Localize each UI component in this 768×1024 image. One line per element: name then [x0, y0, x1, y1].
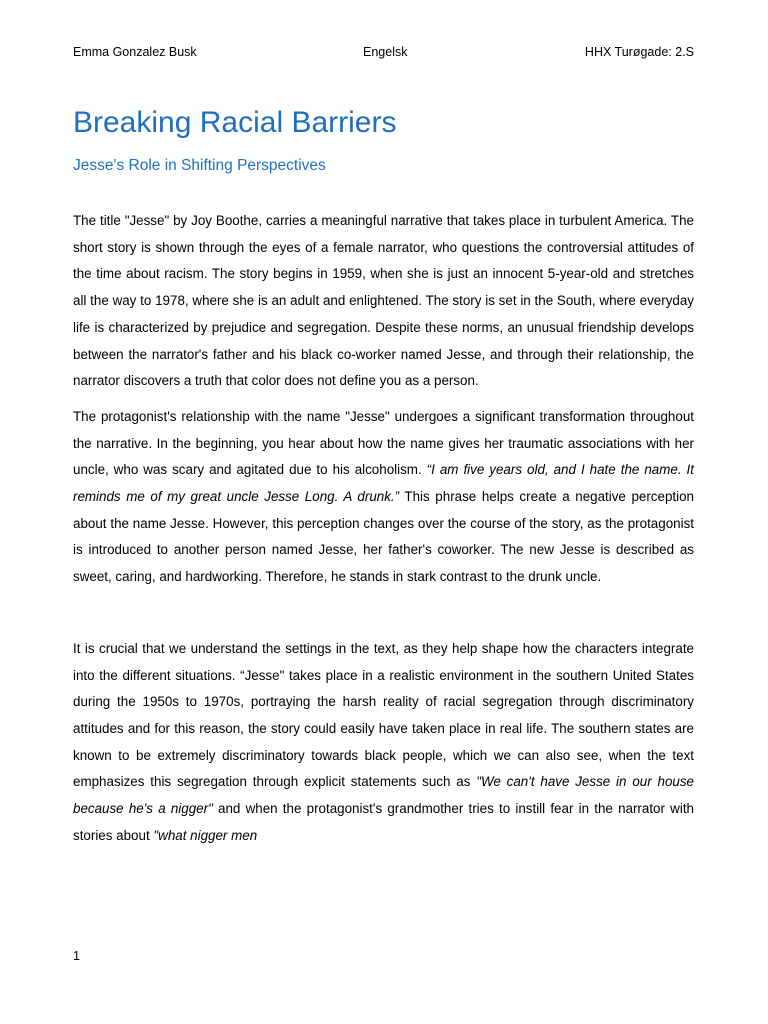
document-subtitle: Jesse's Role in Shifting Perspectives: [73, 157, 326, 174]
header-class: HHX Turøgade: 2.S: [584, 45, 694, 59]
paragraph-3-text-b: and when the protagonist's grandmother tries to instill fear in the narrator with stories about: [73, 801, 694, 843]
paragraph-2: [73, 404, 694, 591]
paragraph-2-text-a: The protagonist's relationship with the name "Jesse" undergoes a significant transformation throughout the narrative. In the beginning, you hear about how the name gives her traumatic associations with her uncle, who was scary and agitated due to his alcoholism.: [73, 408, 694, 478]
paragraph-3-quote-2: "what nigger men: [153, 827, 258, 843]
header-subject: Engelsk: [363, 45, 408, 59]
paragraph-3: [73, 636, 694, 850]
paragraph-2-quote: “I am five years old, and I hate the name. It reminds me of my great uncle Jesse Long. A drunk.”: [73, 462, 694, 505]
document-title: Breaking Racial Barriers: [73, 106, 397, 139]
page-header: [73, 43, 694, 61]
body-text: [73, 208, 694, 850]
header-author: Emma Gonzalez Busk: [73, 45, 197, 59]
paragraph-3-quote-1: "We can't have Jesse in our house because he's a nigger": [73, 774, 694, 817]
page-number: 1: [73, 949, 80, 963]
paragraph-1: The title "Jesse" by Joy Boothe, carries a meaningful narrative that takes place in turbulent America. The short story is shown through the eyes of a female narrator, who questions the controversial attitudes of the time about racism. The story begins in 1959, when she is just an innocent 5-year-old and stretches all the way to 1978, where she is an adult and enlightened. The story is set in the South, where everyday life is characterized by prejudice and segregation. Despite these norms, an unusual friendship develops between the narrator's father and his black co-worker named Jesse, and through their relationship, the narrator discovers a truth that color does not define you as a person.: [73, 213, 694, 389]
paragraph-2-text-b: This phrase helps create a negative perception about the name Jesse. However, this perception changes over the course of the story, as the protagonist is introduced to another person named Jesse, her father's coworker. The new Jesse is described as sweet, caring, and hardworking. Therefore, he stands in stark contrast to the drunk uncle.: [73, 489, 694, 585]
paragraph-3-text-a: It is crucial that we understand the settings in the text, as they help shape how the characters integrate into the different situations. “Jesse" takes place in a realistic environment in the southern United States during the 1950s to 1970s, portraying the harsh reality of racial segregation through discriminatory attitudes and for this reason, the story could easily have taken place in real life. The southern states are known to be extremely discriminatory towards black people, which we can also see, when the text emphasizes this segregation through explicit statements such as: [73, 640, 694, 790]
